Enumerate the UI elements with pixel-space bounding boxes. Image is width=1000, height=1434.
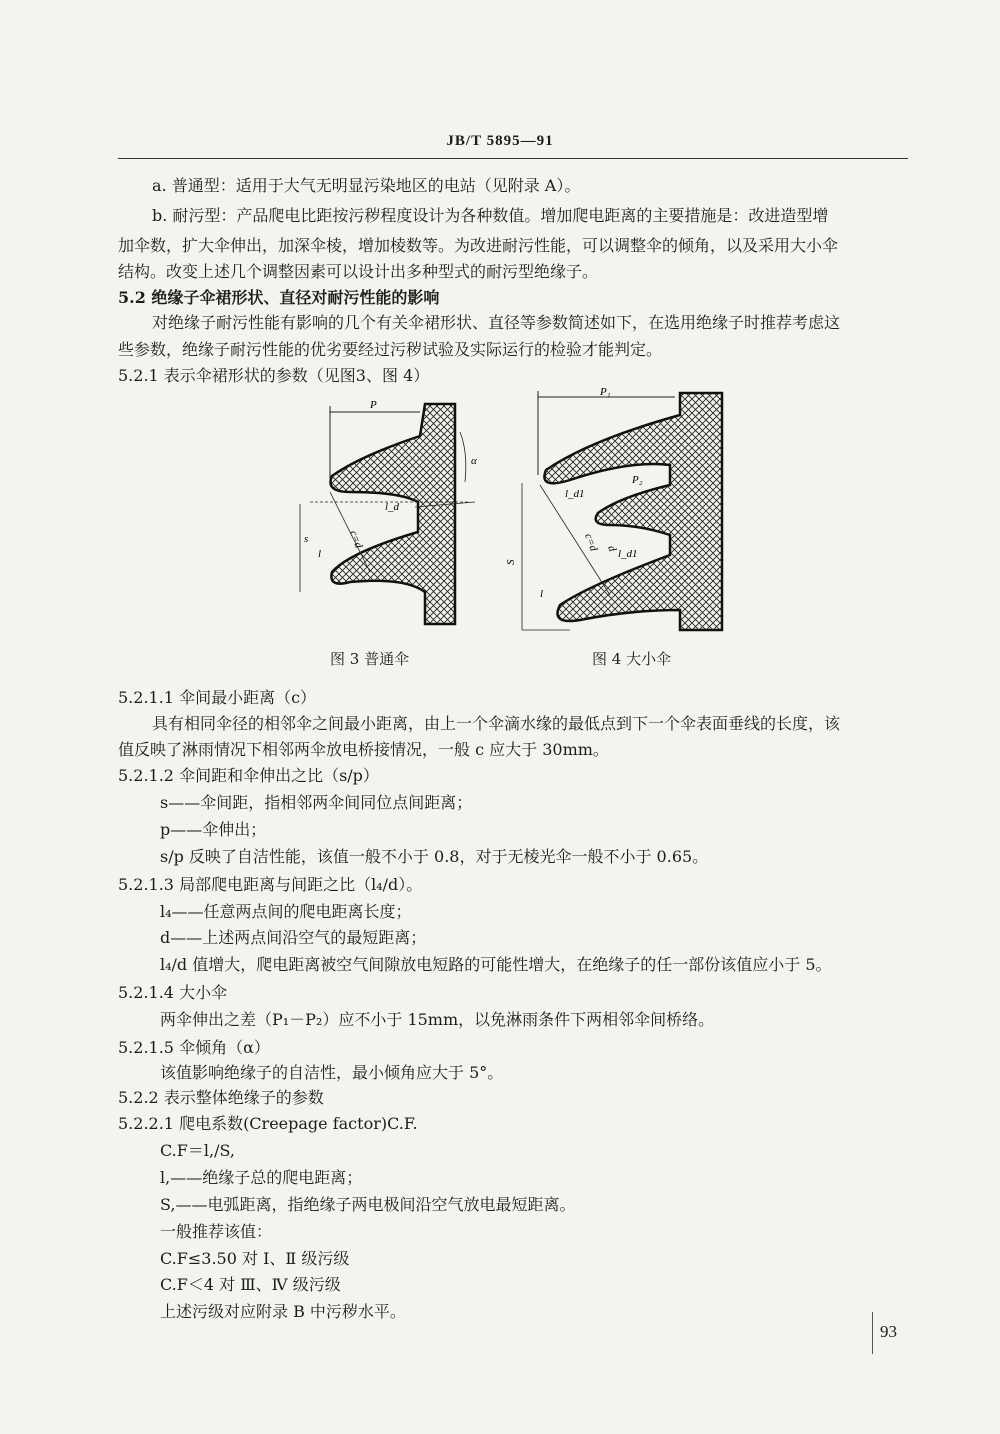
text-line: a. 普通型：适用于大气无明显污染地区的电站（见附录 A）。	[152, 176, 581, 195]
section-heading: 5.2.1 表示伞裙形状的参数（见图3、图 4）	[118, 366, 430, 385]
figure-label-s: S	[505, 559, 517, 565]
text-line: l₄/d 值增大，爬电距离被空气间隙放电短路的可能性增大，在绝缘子的任一部份该值应小于 5。	[160, 955, 832, 974]
page-number: 93	[880, 1322, 897, 1341]
text-line: p——伞伸出；	[160, 820, 267, 839]
figure-label-d: d	[605, 543, 619, 554]
text-line: C.F＜4 对 Ⅲ、Ⅳ 级污级	[160, 1275, 341, 1294]
text-line: s——伞间距，指相邻两伞间同位点间距离；	[160, 793, 473, 812]
section-heading: 5.2.1.4 大小伞	[118, 983, 228, 1002]
text-line: 些参数，绝缘子耐污性能的优劣要经过污秽试验及实际运行的检验才能判定。	[118, 340, 663, 359]
figure-3-normal-shed	[290, 392, 480, 632]
text-line: l₄——任意两点间的爬电距离长度；	[160, 902, 412, 921]
text-line: 具有相同伞径的相邻伞之间最小距离，由上一个伞滴水缘的最低点到下一个伞表面垂线的长度，该	[152, 714, 841, 733]
figure-label-p: P	[370, 399, 377, 411]
figure-label-c: c=d	[582, 531, 600, 553]
text-line: b. 耐污型：产品爬电比距按污秽程度设计为各种数值。增加爬电距离的主要措施是：改进造型增	[152, 206, 829, 225]
text-line: 结构。改变上述几个调整因素可以设计出多种型式的耐污型绝缘子。	[118, 262, 599, 281]
text-line: d——上述两点间沿空气的最短距离；	[160, 928, 427, 947]
figure-label-s: s	[304, 533, 309, 545]
formula-line: C.F＝l,/S,	[160, 1141, 235, 1160]
text-line: 对绝缘子耐污性能有影响的几个有关伞裙形状、直径等参数简述如下，在选用绝缘子时推荐考虑这	[152, 313, 841, 332]
figure-label-l: l	[318, 548, 322, 560]
header-rule	[118, 158, 908, 159]
text-line: S,——电弧距离，指绝缘子两电极间沿空气放电最短距离。	[160, 1195, 576, 1214]
text-line: C.F≤3.50 对 Ⅰ、Ⅱ 级污级	[160, 1249, 350, 1268]
figure-label-ld: l_d	[385, 501, 400, 513]
figure-label-ld2: l_d1	[618, 548, 638, 560]
section-heading: 5.2.1.5 伞倾角（α）	[118, 1038, 270, 1057]
section-heading: 5.2.1.1 伞间最小距离（c）	[118, 688, 317, 707]
figure-4-caption: 图 4 大小伞	[592, 650, 672, 668]
section-heading: 5.2.1.3 局部爬电距离与间距之比（l₄/d）。	[118, 875, 423, 894]
section-heading: 5.2 绝缘子伞裙形状、直径对耐污性能的影响	[118, 288, 440, 307]
text-line: 一般推荐该值：	[160, 1222, 273, 1241]
figure-label-l: l	[540, 588, 544, 600]
text-line: 值反映了淋雨情况下相邻两伞放电桥接情况，一般 c 应大于 30mm。	[118, 740, 609, 759]
page-number-rule	[872, 1312, 873, 1354]
text-line: 两伞伸出之差（P₁－P₂）应不小于 15mm，以免淋雨条件下两相邻伞间桥络。	[160, 1010, 715, 1029]
text-line: s/p 反映了自洁性能，该值一般不小于 0.8，对于无棱光伞一般不小于 0.65。	[160, 847, 709, 866]
figure-label-p2: P₂	[632, 474, 643, 486]
text-line: 加伞数，扩大伞伸出，加深伞棱，增加棱数等。为改进耐污性能，可以调整伞的倾角，以及采用大小伞	[118, 236, 839, 255]
figure-label-alpha: α	[471, 455, 477, 467]
figure-3-caption: 图 3 普通伞	[330, 650, 410, 668]
figure-label-c: c=d	[347, 528, 365, 550]
document-header-code: JB/T 5895—91	[446, 133, 554, 149]
text-line: 上述污级对应附录 B 中污秽水平。	[160, 1302, 406, 1321]
text-line: l,——绝缘子总的爬电距离；	[160, 1168, 363, 1187]
figure-4-large-small-shed	[505, 385, 740, 635]
text-line: 该值影响绝缘子的自洁性，最小倾角应大于 5°。	[160, 1063, 504, 1082]
section-heading: 5.2.2.1 爬电系数(Creepage factor)C.F.	[118, 1114, 418, 1133]
figure-label-ld1: l_d1	[565, 488, 585, 500]
figure-label-p1: P₁	[600, 386, 611, 398]
section-heading: 5.2.2 表示整体绝缘子的参数	[118, 1088, 324, 1107]
section-heading: 5.2.1.2 伞间距和伞伸出之比（s/p）	[118, 766, 379, 785]
